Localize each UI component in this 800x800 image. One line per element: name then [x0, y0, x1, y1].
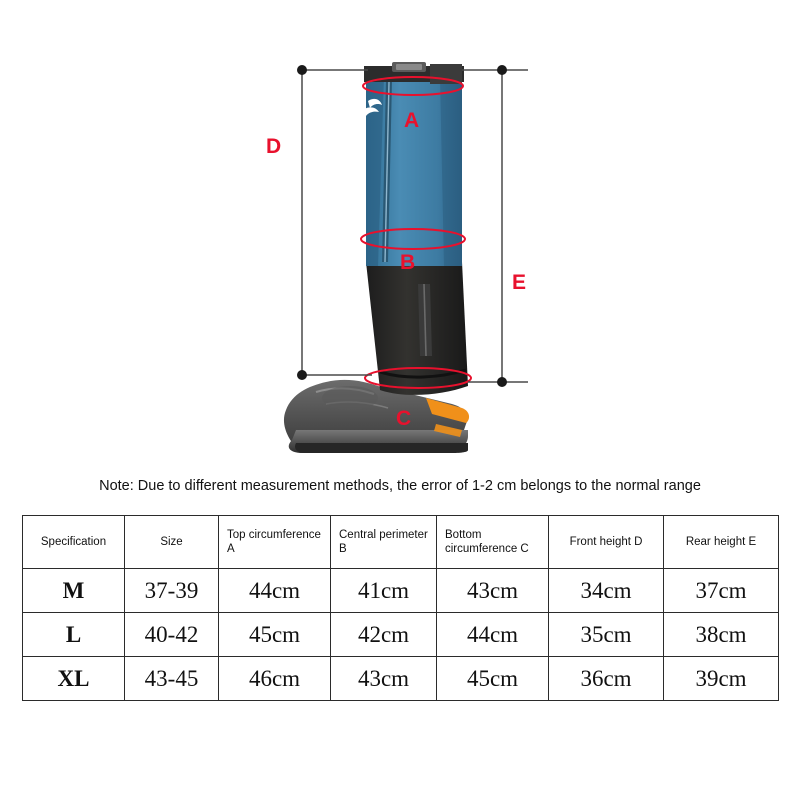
label-b: B	[400, 251, 416, 274]
cell-rear-height: 39cm	[664, 657, 779, 701]
cell-top-circumference: 46cm	[219, 657, 331, 701]
cell-bottom-circumference: 45cm	[437, 657, 549, 701]
label-c: C	[396, 407, 412, 430]
label-d: D	[266, 135, 282, 158]
cell-central-perimeter: 43cm	[331, 657, 437, 701]
table-row	[23, 569, 779, 613]
cell-top-circumference: 44cm	[219, 569, 331, 613]
cell-front-height: 36cm	[549, 657, 664, 701]
cell-bottom-circumference: 44cm	[437, 613, 549, 657]
cell-specification: XL	[23, 657, 125, 701]
cell-central-perimeter: 42cm	[331, 613, 437, 657]
table-header-row	[23, 516, 779, 569]
cell-front-height: 35cm	[549, 613, 664, 657]
cell-front-height: 34cm	[549, 569, 664, 613]
header-specification: Specification	[23, 516, 125, 569]
cell-specification: L	[23, 613, 125, 657]
cell-rear-height: 37cm	[664, 569, 779, 613]
header-bottom-circumference-c: Bottom circumference C	[437, 516, 549, 569]
cell-size: 37-39	[125, 569, 219, 613]
cell-central-perimeter: 41cm	[331, 569, 437, 613]
table-row	[23, 657, 779, 701]
header-front-height-d: Front height D	[549, 516, 664, 569]
cell-bottom-circumference: 43cm	[437, 569, 549, 613]
cell-size: 43-45	[125, 657, 219, 701]
label-e: E	[512, 271, 527, 294]
table-row	[23, 613, 779, 657]
measurement-note: Note: Due to different measurement methods, the error of 1-2 cm belongs to the normal range	[99, 478, 701, 494]
header-central-perimeter-b: Central perimeter B	[331, 516, 437, 569]
cell-specification: M	[23, 569, 125, 613]
header-top-circumference-a: Top circumference A	[219, 516, 331, 569]
label-a: A	[404, 109, 420, 132]
cell-top-circumference: 45cm	[219, 613, 331, 657]
header-size: Size	[125, 516, 219, 569]
gaiter-lower-section	[366, 262, 468, 395]
cell-rear-height: 38cm	[664, 613, 779, 657]
size-chart-table	[22, 515, 779, 701]
brand-text: GEAR	[352, 87, 366, 126]
cell-size: 40-42	[125, 613, 219, 657]
dimension-line-e	[462, 65, 528, 387]
header-rear-height-e: Rear height E	[664, 516, 779, 569]
